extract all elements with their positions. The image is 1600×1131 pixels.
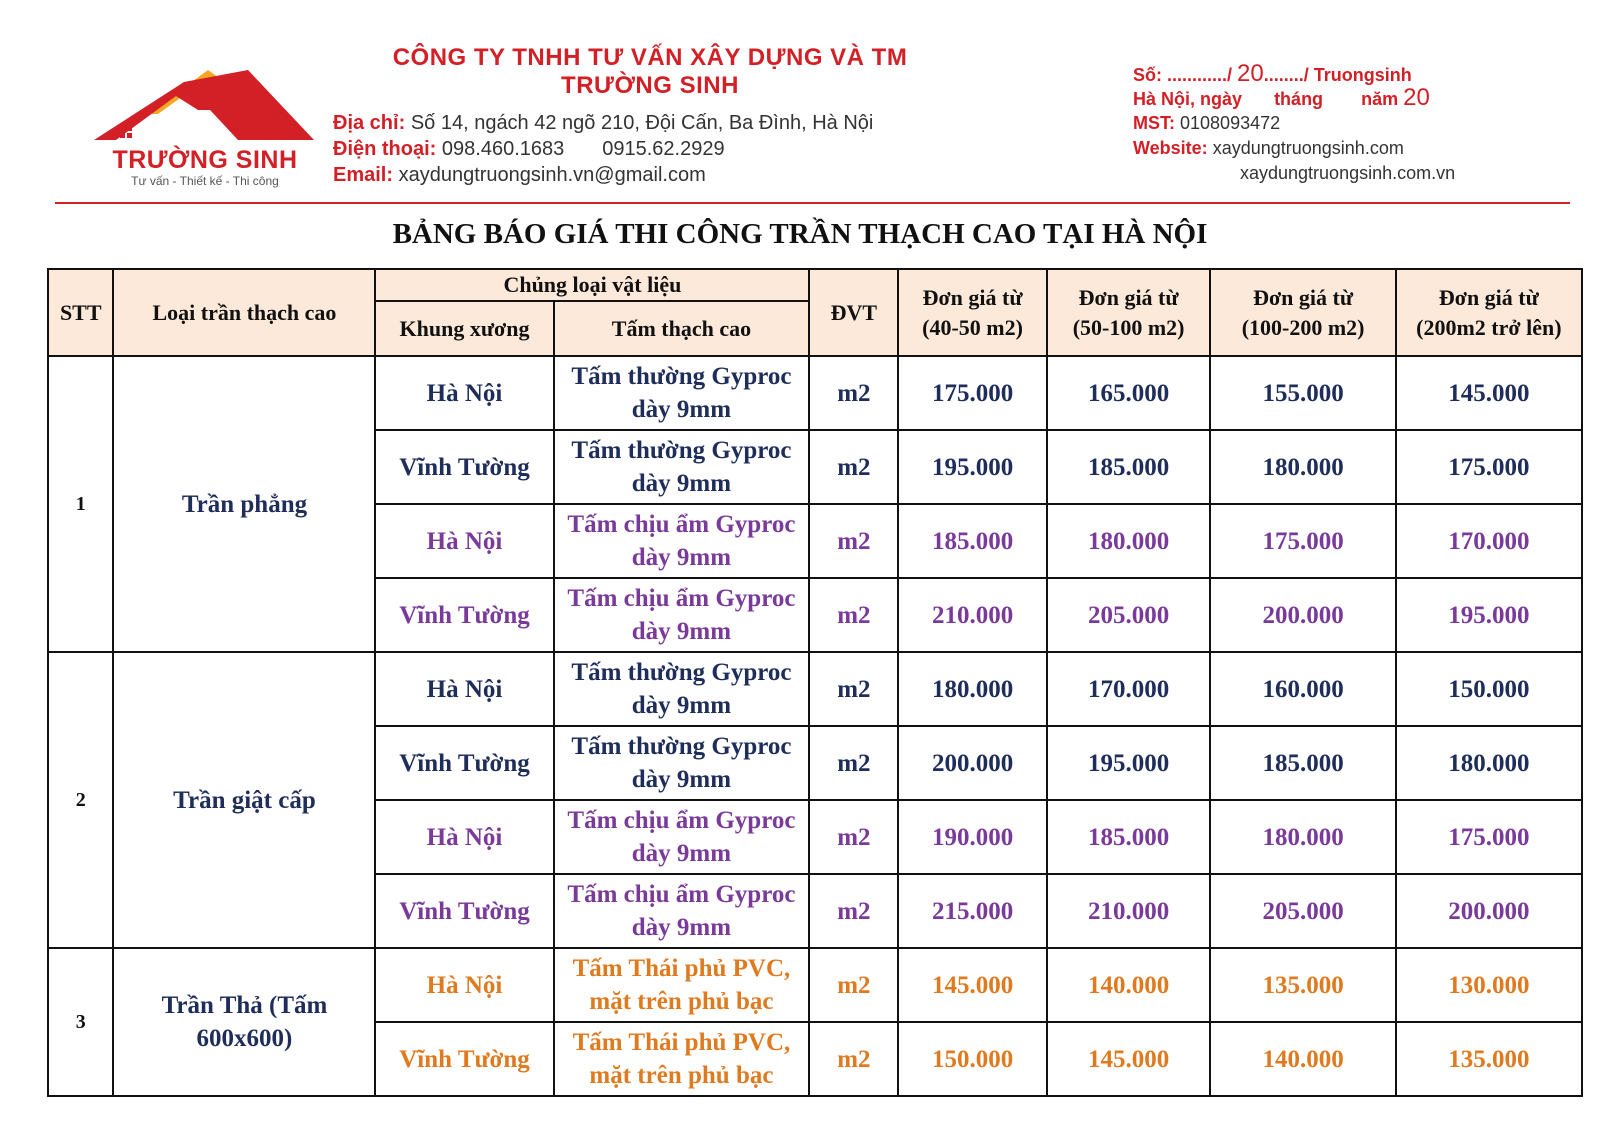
- row-price-3: 200.000: [1210, 578, 1395, 652]
- header-sheet: Tấm thạch cao: [554, 301, 810, 356]
- month-label: tháng: [1274, 89, 1324, 109]
- phone-label: Điện thoại:: [333, 138, 437, 160]
- price-table: [47, 268, 1583, 1097]
- row-frame: Hà Nội: [375, 948, 553, 1022]
- row-sheet-line1: Tấm thường Gyproc: [571, 733, 792, 760]
- logo-tagline: Tư vấn - Thiết kế - Thi công: [131, 174, 279, 188]
- year-value: 20: [1403, 84, 1430, 111]
- row-unit: m2: [809, 800, 898, 874]
- website-line-2: [1240, 163, 1455, 184]
- header-price-4-line1: Đơn giá từ: [1438, 284, 1539, 310]
- row-unit: m2: [809, 948, 898, 1022]
- row-sheet-line1: Tấm thường Gyproc: [571, 437, 792, 464]
- header-unit: ĐVT: [809, 269, 898, 356]
- row-price-4: 200.000: [1396, 874, 1582, 948]
- row-price-2: 170.000: [1047, 652, 1211, 726]
- row-price-3: 140.000: [1210, 1022, 1395, 1096]
- row-unit: m2: [809, 1022, 898, 1096]
- row-sheet: [554, 726, 810, 800]
- row-unit: m2: [809, 504, 898, 578]
- row-price-2: 145.000: [1047, 1022, 1211, 1096]
- row-price-1: 145.000: [898, 948, 1046, 1022]
- row-price-3: 160.000: [1210, 652, 1395, 726]
- row-price-2: 140.000: [1047, 948, 1211, 1022]
- row-sheet: [554, 874, 810, 948]
- header-price-3-line1: Đơn giá từ: [1253, 284, 1354, 310]
- doc-no-year: 20: [1237, 60, 1264, 87]
- header-type: Loại trần thạch cao: [113, 269, 375, 356]
- phone-line: [333, 138, 725, 161]
- row-sheet-line2: dày 9mm: [631, 618, 732, 645]
- website-label: Website:: [1133, 138, 1208, 158]
- header-price-1: [898, 269, 1046, 356]
- header-stt: STT: [48, 269, 113, 356]
- row-unit: m2: [809, 578, 898, 652]
- row-sheet-line2: dày 9mm: [631, 840, 732, 867]
- row-sheet-line1: Tấm chịu ẩm Gyproc: [567, 881, 796, 908]
- row-price-4: 180.000: [1396, 726, 1582, 800]
- company-name-block: [320, 44, 980, 100]
- header-frame: Khung xương: [375, 301, 553, 356]
- phone-1: 098.460.1683: [441, 138, 565, 160]
- row-sheet-line2: dày 9mm: [631, 396, 732, 423]
- date-label: Hà Nội, ngày: [1133, 89, 1243, 109]
- header-price-1-line1: Đơn giá từ: [922, 284, 1023, 310]
- website-1[interactable]: xaydungtruongsinh.com: [1212, 138, 1404, 158]
- tax-label: MST:: [1133, 113, 1175, 133]
- row-sheet: [554, 1022, 810, 1096]
- row-ceiling-type: Trần giật cấp: [113, 652, 375, 948]
- row-unit: m2: [809, 726, 898, 800]
- row-sheet: [554, 578, 810, 652]
- row-sheet: [554, 430, 810, 504]
- address-value: Số 14, ngách 42 ngõ 210, Đội Cấn, Ba Đình, Hà Nội: [410, 112, 874, 134]
- row-price-4: 175.000: [1396, 430, 1582, 504]
- row-sheet: [554, 504, 810, 578]
- row-price-2: 185.000: [1047, 430, 1211, 504]
- row-sheet: [554, 652, 810, 726]
- row-price-4: 195.000: [1396, 578, 1582, 652]
- row-stt: 3: [48, 948, 113, 1096]
- row-price-4: 170.000: [1396, 504, 1582, 578]
- header-price-4: [1396, 269, 1582, 356]
- row-sheet-line1: Tấm chịu ẩm Gyproc: [567, 807, 796, 834]
- row-unit: m2: [809, 430, 898, 504]
- header-price-3: [1210, 269, 1395, 356]
- website-line: [1133, 138, 1404, 159]
- table-header-row: [48, 269, 1582, 301]
- header-price-1-line2: (40-50 m2): [922, 314, 1023, 340]
- row-price-2: 205.000: [1047, 578, 1211, 652]
- row-frame: Hà Nội: [375, 800, 553, 874]
- row-price-2: 180.000: [1047, 504, 1211, 578]
- header-price-2: [1047, 269, 1211, 356]
- row-sheet-line1: Tấm thường Gyproc: [571, 363, 792, 390]
- doc-no-code: Truongsinh: [1313, 65, 1412, 85]
- company-name-line2: TRƯỜNG SINH: [561, 72, 739, 99]
- row-sheet-line1: Tấm Thái phủ PVC,: [572, 1029, 791, 1056]
- table-row: [48, 652, 1582, 726]
- row-sheet-line2: dày 9mm: [631, 914, 732, 941]
- row-stt: 2: [48, 652, 113, 948]
- company-name-line1: CÔNG TY TNHH TƯ VẤN XÂY DỰNG VÀ TM: [392, 44, 908, 71]
- row-sheet-line1: Tấm thường Gyproc: [571, 659, 792, 686]
- row-price-1: 185.000: [898, 504, 1046, 578]
- row-price-3: 185.000: [1210, 726, 1395, 800]
- row-price-1: 210.000: [898, 578, 1046, 652]
- row-frame: Vĩnh Tường: [375, 430, 553, 504]
- address-label: Địa chỉ:: [333, 112, 406, 134]
- row-price-1: 200.000: [898, 726, 1046, 800]
- company-logo: [88, 62, 320, 190]
- address-line: [333, 112, 873, 135]
- row-price-3: 155.000: [1210, 356, 1395, 430]
- header-price-2-line1: Đơn giá từ: [1078, 284, 1179, 310]
- row-frame: Hà Nội: [375, 652, 553, 726]
- row-price-4: 145.000: [1396, 356, 1582, 430]
- row-ceiling-type-line2: 600x600): [196, 1025, 293, 1052]
- header-material-group: Chủng loại vật liệu: [375, 269, 809, 301]
- header-price-4-line2: (200m2 trở lên): [1416, 314, 1562, 340]
- header-price-2-line2: (50-100 m2): [1072, 314, 1185, 340]
- row-ceiling-type-line1: Trần Thả (Tấm: [161, 992, 328, 1019]
- row-price-4: 130.000: [1396, 948, 1582, 1022]
- row-frame: Vĩnh Tường: [375, 726, 553, 800]
- row-sheet-line2: mặt trên phủ bạc: [589, 988, 774, 1015]
- header-price-3-line2: (100-200 m2): [1241, 314, 1365, 340]
- row-sheet-line2: dày 9mm: [631, 692, 732, 719]
- row-frame: Vĩnh Tường: [375, 1022, 553, 1096]
- row-sheet: [554, 948, 810, 1022]
- house-roof-icon: [88, 62, 320, 152]
- row-unit: m2: [809, 652, 898, 726]
- row-price-2: 210.000: [1047, 874, 1211, 948]
- row-price-4: 175.000: [1396, 800, 1582, 874]
- letterhead: [0, 0, 1600, 212]
- row-sheet-line2: mặt trên phủ bạc: [589, 1062, 774, 1089]
- row-price-1: 215.000: [898, 874, 1046, 948]
- logo-name: TRƯỜNG SINH: [112, 146, 298, 174]
- row-unit: m2: [809, 356, 898, 430]
- page-title: BẢNG BÁO GIÁ THI CÔNG TRẦN THẠCH CAO TẠI HÀ NỘI: [392, 218, 1208, 250]
- row-price-3: 135.000: [1210, 948, 1395, 1022]
- email-value: xaydungtruongsinh.vn@gmail.com: [398, 164, 706, 186]
- row-frame: Hà Nội: [375, 356, 553, 430]
- website-2[interactable]: xaydungtruongsinh.com.vn: [1240, 163, 1456, 183]
- row-frame: Vĩnh Tường: [375, 578, 553, 652]
- row-price-1: 175.000: [898, 356, 1046, 430]
- row-sheet: [554, 800, 810, 874]
- row-price-3: 180.000: [1210, 800, 1395, 874]
- row-sheet-line2: dày 9mm: [631, 544, 732, 571]
- year-label: năm: [1361, 89, 1399, 109]
- row-price-1: 150.000: [898, 1022, 1046, 1096]
- row-price-3: 180.000: [1210, 430, 1395, 504]
- row-sheet-line1: Tấm chịu ẩm Gyproc: [567, 511, 796, 538]
- document-date: [1133, 84, 1430, 112]
- row-price-2: 185.000: [1047, 800, 1211, 874]
- row-ceiling-type: Trần phẳng: [113, 356, 375, 652]
- email-label: Email:: [333, 164, 394, 186]
- email-line: [333, 164, 706, 187]
- header-divider: [55, 202, 1570, 204]
- doc-no-sep: ......../: [1263, 65, 1309, 85]
- row-price-3: 205.000: [1210, 874, 1395, 948]
- row-sheet: [554, 356, 810, 430]
- row-sheet-line2: dày 9mm: [631, 470, 732, 497]
- row-sheet-line2: dày 9mm: [631, 766, 732, 793]
- row-price-4: 135.000: [1396, 1022, 1582, 1096]
- tax-code-line: [1133, 113, 1280, 134]
- row-price-2: 165.000: [1047, 356, 1211, 430]
- phone-2: 0915.62.2929: [602, 138, 725, 160]
- row-sheet-line1: Tấm Thái phủ PVC,: [572, 955, 791, 982]
- tax-value: 0108093472: [1180, 113, 1281, 133]
- row-price-2: 195.000: [1047, 726, 1211, 800]
- row-price-3: 175.000: [1210, 504, 1395, 578]
- row-price-1: 190.000: [898, 800, 1046, 874]
- row-price-1: 180.000: [898, 652, 1046, 726]
- doc-no-label: Số: ............/: [1133, 65, 1233, 85]
- row-frame: Vĩnh Tường: [375, 874, 553, 948]
- row-unit: m2: [809, 874, 898, 948]
- table-row: [48, 356, 1582, 430]
- row-frame: Hà Nội: [375, 504, 553, 578]
- row-price-1: 195.000: [898, 430, 1046, 504]
- row-ceiling-type: [113, 948, 375, 1096]
- row-sheet-line1: Tấm chịu ẩm Gyproc: [567, 585, 796, 612]
- table-row: [48, 948, 1582, 1022]
- row-stt: 1: [48, 356, 113, 652]
- row-price-4: 150.000: [1396, 652, 1582, 726]
